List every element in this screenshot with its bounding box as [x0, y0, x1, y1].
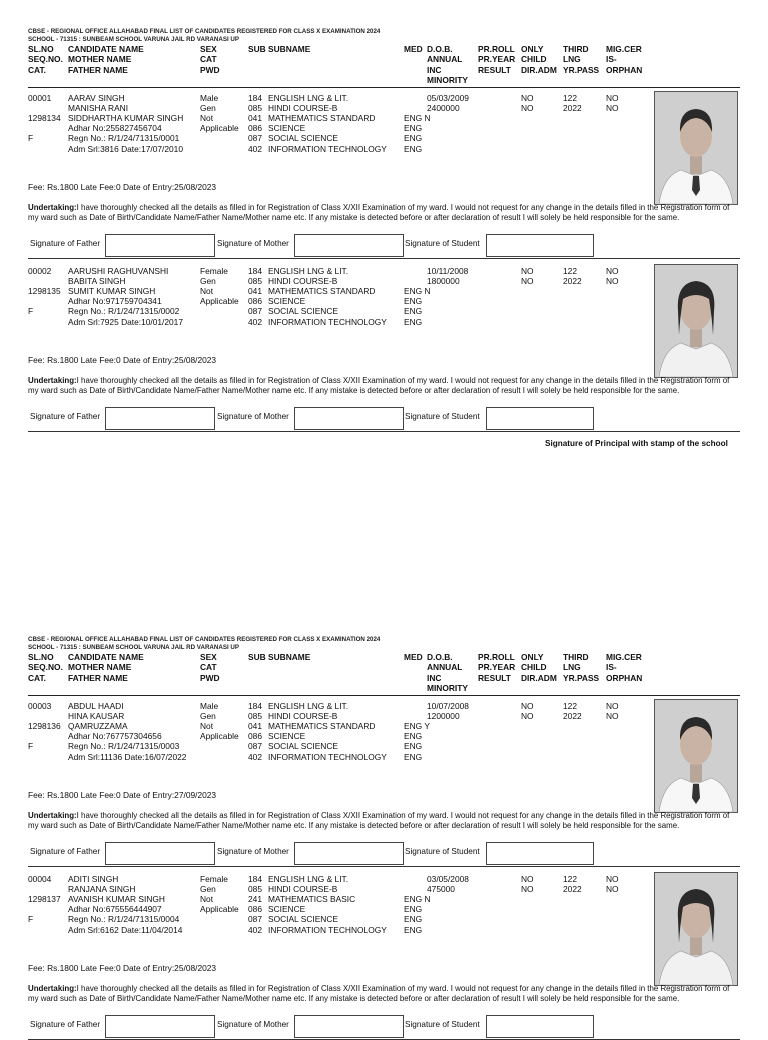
subject-code: 402 — [248, 316, 262, 327]
undertaking — [28, 984, 738, 1004]
subject-code: 085 — [248, 711, 262, 722]
category: F — [28, 914, 34, 925]
fee-line: Fee: Rs.1800 Late Fee:0 Date of Entry:25/08/2023 — [28, 963, 217, 973]
category: F — [28, 306, 34, 317]
column-header: FATHER NAME — [68, 64, 128, 75]
subject-name: MATHEMATICS STANDARD — [268, 721, 376, 732]
column-header: DIR.ADM — [521, 672, 557, 683]
signature-student-box[interactable] — [486, 407, 594, 430]
sl-no: 00002 — [28, 266, 52, 276]
column-header: THIRD — [563, 44, 589, 54]
subject-medium: ENG N — [404, 286, 431, 297]
subject-name: ENGLISH LNG & LIT. — [268, 93, 349, 103]
signature-father-label: Signature of Father — [30, 847, 101, 856]
signature-father-box[interactable] — [105, 407, 215, 430]
signature-student-box[interactable] — [486, 234, 594, 257]
undertaking-text: I have thoroughly checked all the details as filled in for Registration of Class X/XII Examination of my ward. I would not request for any change in the details filled in the Registration form of my ward such as Date of Birth/Candidate Name/Father Name/Mother name etc. If any mistake is detected before or after declaration of result I will solely be held responsible for the same. — [28, 811, 730, 830]
column-header: LNG — [563, 662, 581, 673]
subject-name: HINDI COURSE-B — [268, 711, 338, 722]
column-header: SUB SUBNAME — [248, 44, 311, 54]
subject-code: 086 — [248, 904, 262, 915]
subject-name: HINDI COURSE-B — [268, 276, 338, 287]
pwd-status: Not — [200, 721, 214, 732]
is-orphan: NO — [606, 884, 619, 895]
undertaking-text: I have thoroughly checked all the details as filled in for Registration of Class X/XII Examination of my ward. I would not request for any change in the details filled in the Registration form of my ward such as Date of Birth/Candidate Name/Father Name/Mother name etc. If any mistake is detected before or after declaration of result I will solely be held responsible for the same. — [28, 984, 730, 1003]
only-child: NO — [521, 93, 534, 103]
year-pass: 2022 — [563, 711, 582, 722]
father-name: AVANISH KUMAR SINGH — [68, 894, 165, 905]
candidate-name: AARAV SINGH — [68, 93, 125, 103]
adm-srl: Adm Srl:7925 Date:10/01/2017 — [68, 316, 184, 327]
column-header: SEX — [200, 44, 217, 54]
annual-income: 475000 — [427, 884, 455, 895]
pwd-status: Applicable — [200, 123, 239, 134]
subject-code: 041 — [248, 721, 262, 732]
dob: 10/11/2008 — [427, 266, 469, 276]
column-header: CANDIDATE NAME — [68, 652, 144, 662]
fee-line: Fee: Rs.1800 Late Fee:0 Date of Entry:25/08/2023 — [28, 355, 217, 365]
caste-category: Gen — [200, 711, 216, 722]
seq-no: 1298135 — [28, 286, 61, 297]
column-header: D.O.B. — [427, 652, 453, 662]
mother-name: RANJANA SINGH — [68, 884, 136, 895]
section-rule — [28, 431, 740, 432]
adm-srl: Adm Srl:6162 Date:11/04/2014 — [68, 924, 183, 935]
subject-code: 086 — [248, 123, 262, 134]
signature-mother-box[interactable] — [294, 407, 404, 430]
signature-student-label: Signature of Student — [405, 239, 480, 248]
column-header: THIRD — [563, 652, 589, 662]
portrait-image — [655, 873, 737, 985]
subject-name: ENGLISH LNG & LIT. — [268, 701, 349, 711]
subject-code: 241 — [248, 894, 262, 905]
subject-code: 085 — [248, 103, 262, 114]
subject-code: 402 — [248, 143, 262, 154]
annual-income: 1200000 — [427, 711, 460, 722]
column-header: MIG.CER — [606, 44, 642, 54]
column-header: MIG.CER — [606, 652, 642, 662]
candidate-name: ADITI SINGH — [68, 874, 119, 884]
column-header: CAT — [200, 54, 217, 65]
sl-no: 00003 — [28, 701, 52, 711]
subject-name: INFORMATION TECHNOLOGY — [268, 143, 387, 154]
column-header: DIR.ADM — [521, 64, 557, 75]
dir-adm: NO — [521, 711, 534, 722]
subject-name: ENGLISH LNG & LIT. — [268, 266, 349, 276]
only-child: NO — [521, 874, 534, 884]
column-header: MED — [404, 44, 423, 54]
seq-no: 1298137 — [28, 894, 61, 905]
subject-code: 041 — [248, 286, 262, 297]
subject-medium: ENG — [404, 751, 423, 762]
third-language: 122 — [563, 266, 577, 276]
subject-medium: ENG — [404, 123, 423, 134]
column-header: SEQ.NO. — [28, 662, 63, 673]
subject-name: SOCIAL SCIENCE — [268, 133, 338, 144]
subject-medium: ENG — [404, 924, 423, 935]
column-header: MINORITY — [427, 74, 468, 85]
pwd-status: Applicable — [200, 731, 239, 742]
subject-name: SCIENCE — [268, 904, 306, 915]
dob: 05/03/2009 — [427, 93, 469, 103]
subject-code: 086 — [248, 731, 262, 742]
only-child: NO — [521, 266, 534, 276]
year-pass: 2022 — [563, 103, 582, 114]
subject-code: 041 — [248, 113, 262, 124]
column-header: YR.PASS — [563, 64, 600, 75]
subject-name: MATHEMATICS BASIC — [268, 894, 356, 905]
caste-category: Gen — [200, 884, 216, 895]
column-header: IS- — [606, 54, 617, 65]
subject-code: 087 — [248, 914, 262, 925]
subject-medium: ENG — [404, 306, 423, 317]
migration-cert: NO — [606, 266, 619, 276]
column-header: ORPHAN — [606, 64, 643, 75]
section-rule — [28, 866, 740, 867]
undertaking-heading: Undertaking: — [28, 203, 77, 212]
subject-code: 184 — [248, 266, 262, 276]
third-language: 122 — [563, 93, 577, 103]
subject-code: 087 — [248, 306, 262, 317]
column-header: PR.ROLL — [478, 652, 515, 662]
subject-code: 085 — [248, 276, 262, 287]
adhar-no: Adhar No:675556444907 — [68, 904, 162, 915]
candidate-name: AARUSHI RAGHUVANSHI — [68, 266, 169, 276]
header-rule — [28, 87, 740, 88]
column-header: YR.PASS — [563, 672, 600, 683]
subject-name: INFORMATION TECHNOLOGY — [268, 316, 387, 327]
column-header: LNG — [563, 54, 581, 65]
subject-code: 402 — [248, 751, 262, 762]
subject-code: 184 — [248, 93, 262, 103]
portrait-image — [655, 92, 737, 204]
is-orphan: NO — [606, 711, 619, 722]
signature-father-box[interactable] — [105, 842, 215, 865]
undertaking — [28, 376, 738, 396]
third-language: 122 — [563, 874, 577, 884]
subject-name: SOCIAL SCIENCE — [268, 306, 338, 317]
subject-code: 086 — [248, 296, 262, 307]
signature-mother-box[interactable] — [294, 1015, 404, 1038]
pwd-status: Not — [200, 894, 214, 905]
column-header: PR.YEAR — [478, 54, 516, 65]
subject-name: HINDI COURSE-B — [268, 884, 338, 895]
pwd-status: Applicable — [200, 904, 239, 915]
subject-medium: ENG — [404, 914, 423, 925]
signature-mother-label: Signature of Mother — [217, 239, 289, 248]
regn-no: Regn No.: R/1/24/71315/0001 — [68, 133, 180, 144]
category: F — [28, 133, 34, 144]
subject-code: 184 — [248, 874, 262, 884]
father-name: SUMIT KUMAR SINGH — [68, 286, 156, 297]
father-name: SIDDHARTHA KUMAR SINGH — [68, 113, 184, 124]
signature-father-box[interactable] — [105, 1015, 215, 1038]
signature-student-box[interactable] — [486, 1015, 594, 1038]
migration-cert: NO — [606, 874, 619, 884]
pwd-status: Not — [200, 113, 214, 124]
undertaking-text: I have thoroughly checked all the details as filled in for Registration of Class X/XII Examination of my ward. I would not request for any change in the details filled in the Registration form of my ward such as Date of Birth/Candidate Name/Father Name/Mother name etc. If any mistake is detected before or after declaration of result I will solely be held responsible for the same. — [28, 376, 730, 395]
sl-no: 00001 — [28, 93, 52, 103]
column-header: PWD — [200, 672, 220, 683]
adhar-no: Adhar No:767757304656 — [68, 731, 162, 742]
column-header: PR.YEAR — [478, 662, 516, 673]
column-header: RESULT — [478, 672, 511, 683]
mother-name: MANISHA RANI — [68, 103, 129, 114]
candidate-photo — [654, 264, 738, 378]
adm-srl: Adm Srl:3816 Date:17/07/2010 — [68, 143, 184, 154]
column-header: CAT. — [28, 64, 46, 75]
signature-student-label: Signature of Student — [405, 412, 480, 421]
seq-no: 1298136 — [28, 721, 61, 732]
fee-line: Fee: Rs.1800 Late Fee:0 Date of Entry:25/08/2023 — [28, 182, 217, 192]
pwd-status: Applicable — [200, 296, 239, 307]
column-header: RESULT — [478, 64, 511, 75]
candidate-photo — [654, 91, 738, 205]
signature-mother-box[interactable] — [294, 842, 404, 865]
only-child: NO — [521, 701, 534, 711]
annual-income: 2400000 — [427, 103, 460, 114]
column-header: SEX — [200, 652, 217, 662]
subject-code: 087 — [248, 741, 262, 752]
signature-mother-label: Signature of Mother — [217, 412, 289, 421]
signature-father-label: Signature of Father — [30, 412, 101, 421]
dob: 03/05/2008 — [427, 874, 469, 884]
subject-medium: ENG N — [404, 894, 431, 905]
fee-line: Fee: Rs.1800 Late Fee:0 Date of Entry:27/09/2023 — [28, 790, 217, 800]
signature-father-box[interactable] — [105, 234, 215, 257]
year-pass: 2022 — [563, 276, 582, 287]
subject-name: MATHEMATICS STANDARD — [268, 286, 376, 297]
third-language: 122 — [563, 701, 577, 711]
column-header: ONLY — [521, 44, 544, 54]
dir-adm: NO — [521, 103, 534, 114]
column-header: CAT. — [28, 672, 46, 683]
report-title: CBSE - REGIONAL OFFICE ALLAHABAD FINAL LIST OF CANDIDATES REGISTERED FOR CLASS X EXAMINATION 2024 — [28, 28, 381, 35]
signature-student-label: Signature of Student — [405, 847, 480, 856]
adhar-no: Adhar No:255827456704 — [68, 123, 162, 134]
subject-medium: ENG — [404, 731, 423, 742]
column-header: D.O.B. — [427, 44, 453, 54]
is-orphan: NO — [606, 276, 619, 287]
subject-medium: ENG — [404, 904, 423, 915]
subject-name: MATHEMATICS STANDARD — [268, 113, 376, 124]
principal-signature-label: Signature of Principal with stamp of the school — [545, 439, 728, 448]
caste-category: Gen — [200, 103, 216, 114]
undertaking-heading: Undertaking: — [28, 811, 77, 820]
subject-medium: ENG — [404, 741, 423, 752]
subject-code: 087 — [248, 133, 262, 144]
regn-no: Regn No.: R/1/24/71315/0003 — [68, 741, 180, 752]
school-name: SCHOOL - 71315 : SUNBEAM SCHOOL VARUNA JAIL RD VARANASI UP — [28, 644, 239, 651]
pwd-status: Not — [200, 286, 214, 297]
signature-student-label: Signature of Student — [405, 1020, 480, 1029]
subject-name: SOCIAL SCIENCE — [268, 741, 338, 752]
section-rule — [28, 258, 740, 259]
annual-income: 1800000 — [427, 276, 460, 287]
column-header: INC — [427, 64, 442, 75]
column-header: CAT — [200, 662, 217, 673]
column-header: MINORITY — [427, 682, 468, 693]
dir-adm: NO — [521, 884, 534, 895]
mother-name: HINA KAUSAR — [68, 711, 125, 722]
column-header: ORPHAN — [606, 672, 643, 683]
signature-father-label: Signature of Father — [30, 1020, 101, 1029]
father-name: QAMRUZZAMA — [68, 721, 128, 732]
column-header: PR.ROLL — [478, 44, 515, 54]
candidate-photo — [654, 699, 738, 813]
regn-no: Regn No.: R/1/24/71315/0004 — [68, 914, 180, 925]
column-header: SUB SUBNAME — [248, 652, 311, 662]
is-orphan: NO — [606, 103, 619, 114]
mother-name: BABITA SINGH — [68, 276, 126, 287]
subject-name: INFORMATION TECHNOLOGY — [268, 751, 387, 762]
subject-medium: ENG — [404, 133, 423, 144]
dir-adm: NO — [521, 276, 534, 287]
signature-student-box[interactable] — [486, 842, 594, 865]
adm-srl: Adm Srl:11136 Date:16/07/2022 — [68, 751, 187, 762]
column-header: ONLY — [521, 652, 544, 662]
subject-medium: ENG N — [404, 113, 431, 124]
subject-name: HINDI COURSE-B — [268, 103, 338, 114]
column-header: SL.NO — [28, 652, 54, 662]
subject-name: SCIENCE — [268, 123, 306, 134]
sex: Male — [200, 701, 219, 711]
year-pass: 2022 — [563, 884, 582, 895]
undertaking — [28, 203, 738, 223]
candidate-name: ABDUL HAADI — [68, 701, 124, 711]
sex: Male — [200, 93, 219, 103]
signature-mother-box[interactable] — [294, 234, 404, 257]
regn-no: Regn No.: R/1/24/71315/0002 — [68, 306, 180, 317]
column-header: CHILD — [521, 54, 547, 65]
header-rule — [28, 695, 740, 696]
category: F — [28, 741, 34, 752]
subject-code: 402 — [248, 924, 262, 935]
school-name: SCHOOL - 71315 : SUNBEAM SCHOOL VARUNA JAIL RD VARANASI UP — [28, 36, 239, 43]
report-title: CBSE - REGIONAL OFFICE ALLAHABAD FINAL LIST OF CANDIDATES REGISTERED FOR CLASS X EXAMINATION 2024 — [28, 636, 381, 643]
subject-code: 184 — [248, 701, 262, 711]
column-header: MOTHER NAME — [68, 54, 132, 65]
signature-mother-label: Signature of Mother — [217, 847, 289, 856]
subject-name: SOCIAL SCIENCE — [268, 914, 338, 925]
column-header: CHILD — [521, 662, 547, 673]
subject-medium: ENG — [404, 296, 423, 307]
sex: Female — [200, 266, 228, 276]
column-header: SEQ.NO. — [28, 54, 63, 65]
adhar-no: Adhar No:971759704341 — [68, 296, 162, 307]
column-header: INC — [427, 672, 442, 683]
signature-mother-label: Signature of Mother — [217, 1020, 289, 1029]
seq-no: 1298134 — [28, 113, 61, 124]
dob: 10/07/2008 — [427, 701, 469, 711]
column-header: SL.NO — [28, 44, 54, 54]
column-header: FATHER NAME — [68, 672, 128, 683]
column-header: IS- — [606, 662, 617, 673]
subject-medium: ENG — [404, 316, 423, 327]
column-header: CANDIDATE NAME — [68, 44, 144, 54]
candidate-photo — [654, 872, 738, 986]
migration-cert: NO — [606, 701, 619, 711]
migration-cert: NO — [606, 93, 619, 103]
subject-name: SCIENCE — [268, 731, 306, 742]
sl-no: 00004 — [28, 874, 52, 884]
portrait-image — [655, 265, 737, 377]
subject-name: SCIENCE — [268, 296, 306, 307]
caste-category: Gen — [200, 276, 216, 287]
undertaking — [28, 811, 738, 831]
column-header: ANNUAL — [427, 54, 463, 65]
undertaking-heading: Undertaking: — [28, 984, 77, 993]
subject-code: 085 — [248, 884, 262, 895]
undertaking-text: I have thoroughly checked all the details as filled in for Registration of Class X/XII Examination of my ward. I would not request for any change in the details filled in the Registration form of my ward such as Date of Birth/Candidate Name/Father Name/Mother name etc. If any mistake is detected before or after declaration of result I will solely be held responsible for the same. — [28, 203, 730, 222]
sex: Female — [200, 874, 228, 884]
column-header: PWD — [200, 64, 220, 75]
portrait-image — [655, 700, 737, 812]
subject-name: ENGLISH LNG & LIT. — [268, 874, 349, 884]
signature-father-label: Signature of Father — [30, 239, 101, 248]
column-header: ANNUAL — [427, 662, 463, 673]
subject-medium: ENG — [404, 143, 423, 154]
undertaking-heading: Undertaking: — [28, 376, 77, 385]
subject-medium: ENG Y — [404, 721, 430, 732]
subject-name: INFORMATION TECHNOLOGY — [268, 924, 387, 935]
column-header: MED — [404, 652, 423, 662]
column-header: MOTHER NAME — [68, 662, 132, 673]
